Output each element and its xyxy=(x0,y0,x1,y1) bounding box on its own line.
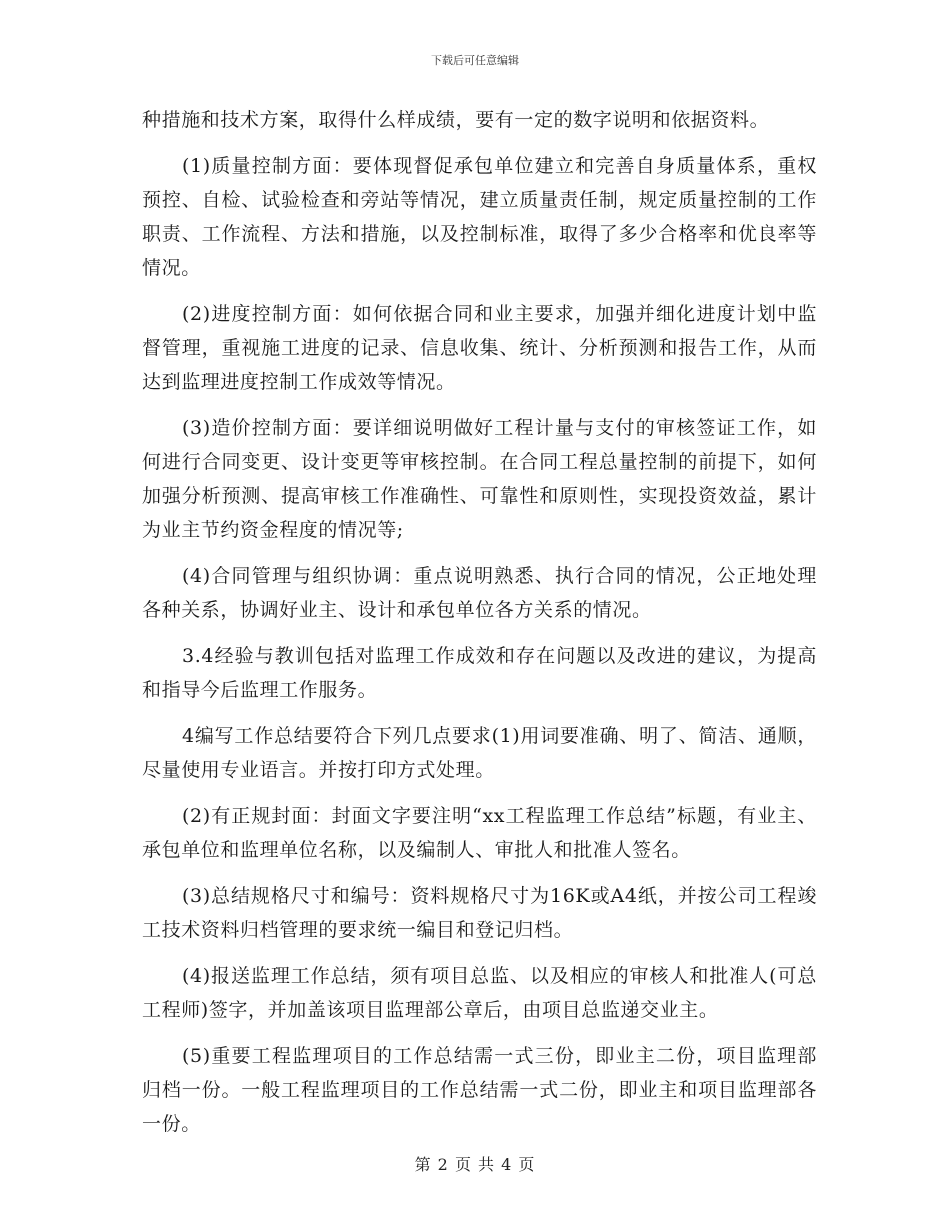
paragraph-lessons-learned: 3.4经验与教训包括对监理工作成效和存在问题以及改进的建议，为提高和指导今后监理工作服务。 xyxy=(142,645,817,701)
paragraph-contract-management: (4)合同管理与组织协调：重点说明熟悉、执行合同的情况，公正地处理各种关系，协调好业主、设计和承包单位各方关系的情况。 xyxy=(142,565,817,621)
page-header: 下载后可任意编辑 xyxy=(431,54,519,67)
paragraph-submission-requirements: (4)报送监理工作总结，须有项目总监、以及相应的审核人和批准人(可总工程师)签字，并加盖该项目监理部公章后，由项目总监递交业主。 xyxy=(142,965,817,1021)
paragraph-continuation: 种措施和技术方案，取得什么样成绩，要有一定的数字说明和依据资料。 xyxy=(142,109,770,131)
paragraph-cover-requirements: (2)有正规封面：封面文字要注明“xx工程监理工作总结”标题，有业主、承包单位和监理单位名称，以及编制人、审批人和批准人签名。 xyxy=(142,805,817,861)
document-body xyxy=(142,103,817,1153)
paragraph-quality-control: (1)质量控制方面：要体现督促承包单位建立和完善自身质量体系，重权预控、自检、试验检查和旁站等情况，建立质量责任制，规定质量控制的工作职责、工作流程、方法和措施，以及控制标准，取得了多少合格率和优良率等情况。 xyxy=(142,155,817,279)
paragraph-format-requirements: (3)总结规格尺寸和编号：资料规格尺寸为16K或A4纸，并按公司工程竣工技术资料归档管理的要求统一编目和登记归档。 xyxy=(142,885,817,941)
page-number: 第 2 页 共 4 页 xyxy=(414,1155,536,1174)
paragraph-progress-control: (2)进度控制方面：如何依据合同和业主要求，加强并细化进度计划中监督管理，重视施工进度的记录、信息收集、统计、分析预测和报告工作，从而达到监理进度控制工作成效等情况。 xyxy=(142,303,817,393)
paragraph-cost-control: (3)造价控制方面：要详细说明做好工程计量与支付的审核签证工作，如何进行合同变更、设计变更等审核控制。在合同工程总量控制的前提下，如何加强分析预测、提高审核工作准确性、可靠性和原则性，实现投资效益，累计为业主节约资金程度的情况等; xyxy=(142,417,817,541)
paragraph-copies-requirements: (5)重要工程监理项目的工作总结需一式三份，即业主二份，项目监理部归档一份。一般工程监理项目的工作总结需一式二份，即业主和项目监理部各一份。 xyxy=(142,1045,817,1135)
paragraph-writing-requirements: 4编写工作总结要符合下列几点要求(1)用词要准确、明了、简洁、通顺，尽量使用专业语言。并按打印方式处理。 xyxy=(142,725,817,781)
